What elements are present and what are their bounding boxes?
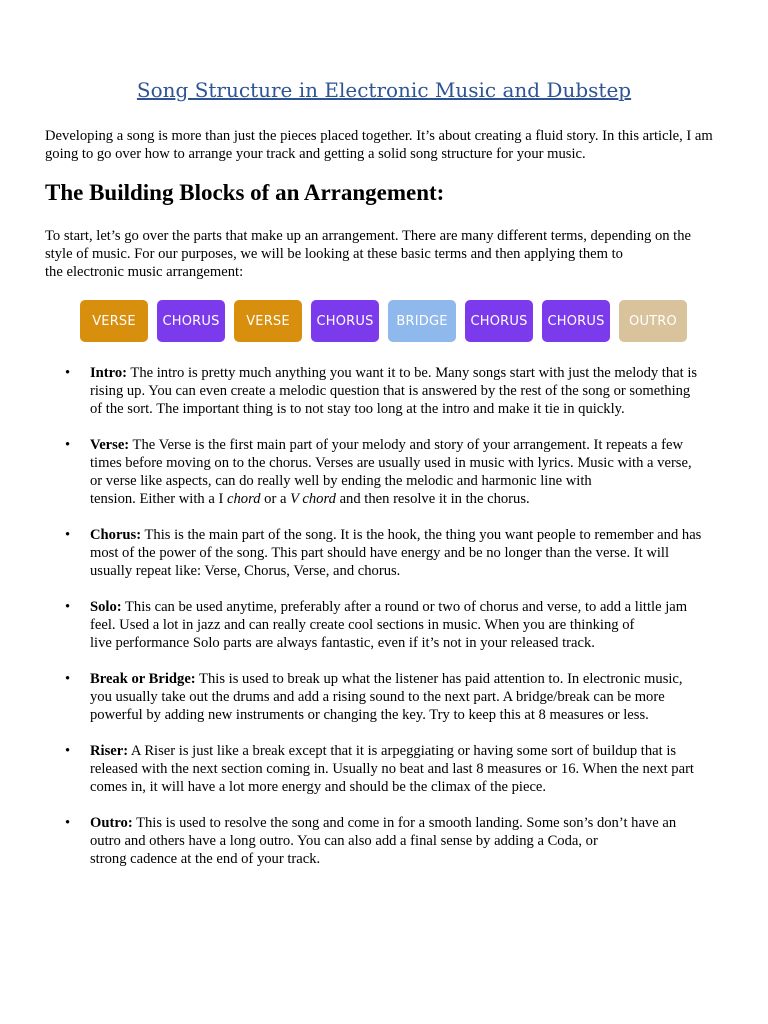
item-text: A Riser is just like a break except that it is arpeggiating or having some sort of buildup that is [128, 743, 677, 759]
chord-term: V chord [290, 491, 336, 507]
block-verse: VERSE [234, 300, 302, 342]
term-label: Verse: [90, 437, 130, 453]
block-chorus: CHORUS [157, 300, 225, 342]
item-text: This is used to break up what the listener has paid attention to. In electronic music, [195, 671, 683, 687]
item-text: The intro is pretty much anything you want it to be. Many songs start with just the melody that is [127, 365, 698, 381]
item-text: outro and others have a long outro. You can also add a final sense by adding a Coda, or [90, 833, 598, 849]
item-text: usually repeat like: Verse, Chorus, Verse, and chorus. [90, 563, 401, 579]
item-text: powerful by adding new instruments or changing the key. Try to keep this at 8 measures or less. [90, 707, 649, 723]
item-text: of the sort. The important thing is to not stay too long at the intro and make it tie in quickly. [90, 401, 625, 417]
block-chorus: CHORUS [311, 300, 379, 342]
bullet-icon: • [65, 743, 71, 759]
item-text: most of the power of the song. This part should have energy and be no longer than the verse. It will [90, 545, 670, 561]
bullet-icon: • [65, 527, 71, 543]
item-text: tension. Either with a I chord or a V chord and then resolve it in the chorus. [90, 491, 530, 507]
item-text: you usually take out the drums and add a rising sound to the next part. A bridge/break can be more [90, 689, 665, 705]
block-bridge: BRIDGE [388, 300, 456, 342]
item-text: live performance Solo parts are always fantastic, even if it’s not in your released track. [90, 635, 595, 651]
item-text: This is used to resolve the song and come in for a smooth landing. Some son’s don’t have an [132, 815, 677, 831]
item-text: This can be used anytime, preferably after a round or two of chorus and verse, to add a little jam [121, 599, 688, 615]
block-chorus: CHORUS [465, 300, 533, 342]
bullet-icon: • [65, 365, 71, 381]
item-text: or verse like aspects, can do really well by ending the melodic and harmonic line with [90, 473, 592, 489]
bullet-icon: • [65, 815, 71, 831]
page-title[interactable]: Song Structure in Electronic Music and Dubstep [136, 78, 632, 102]
item-text: The Verse is the first main part of your melody and story of your arrangement. It repeats a few [129, 437, 684, 453]
bullet-icon: • [65, 437, 71, 453]
item-text: This is the main part of the song. It is the hook, the thing you want people to remember and has [141, 527, 702, 543]
item-text: strong cadence at the end of your track. [90, 851, 321, 867]
term-label: Chorus: [90, 527, 142, 543]
item-text: released with the next section coming in. Usually no beat and last 8 measures or 16. When the next part [90, 761, 694, 777]
item-text: feel. Used a lot in jazz and can really create cool sections in music. When you are thinking of [90, 617, 635, 633]
lead-line: style of music. For our purposes, we will be looking at these basic terms and then applying them to [45, 246, 623, 262]
item-text: times before moving on to the chorus. Verses are usually used in music with lyrics. Music with a verse, [90, 455, 692, 471]
item-text: comes in, it will have a lot more energy and should be the climax of the piece. [90, 779, 547, 795]
term-label: Solo: [90, 599, 122, 615]
term-label: Riser: [90, 743, 129, 759]
chord-term: chord [227, 491, 261, 507]
term-label: Break or Bridge: [90, 671, 196, 687]
arrangement-diagram [80, 300, 690, 344]
item-text: rising up. You can even create a melodic question that is answered by the rest of the song or something [90, 383, 691, 399]
section-heading: The Building Blocks of an Arrangement: [45, 180, 445, 205]
lead-line: To start, let’s go over the parts that make up an arrangement. There are many different terms, depending on the [45, 228, 692, 244]
bullet-icon: • [65, 599, 71, 615]
intro-paragraph: Developing a song is more than just the pieces placed together. It’s about creating a fluid story. In this article, I am going to go over how to arrange your track and getting a solid song structure for your music. [45, 128, 713, 162]
term-label: Outro: [90, 815, 133, 831]
bullet-icon: • [65, 671, 71, 687]
block-verse: VERSE [80, 300, 148, 342]
lead-line: the electronic music arrangement: [45, 264, 244, 280]
term-label: Intro: [90, 365, 128, 381]
block-chorus: CHORUS [542, 300, 610, 342]
block-outro: OUTRO [619, 300, 687, 342]
